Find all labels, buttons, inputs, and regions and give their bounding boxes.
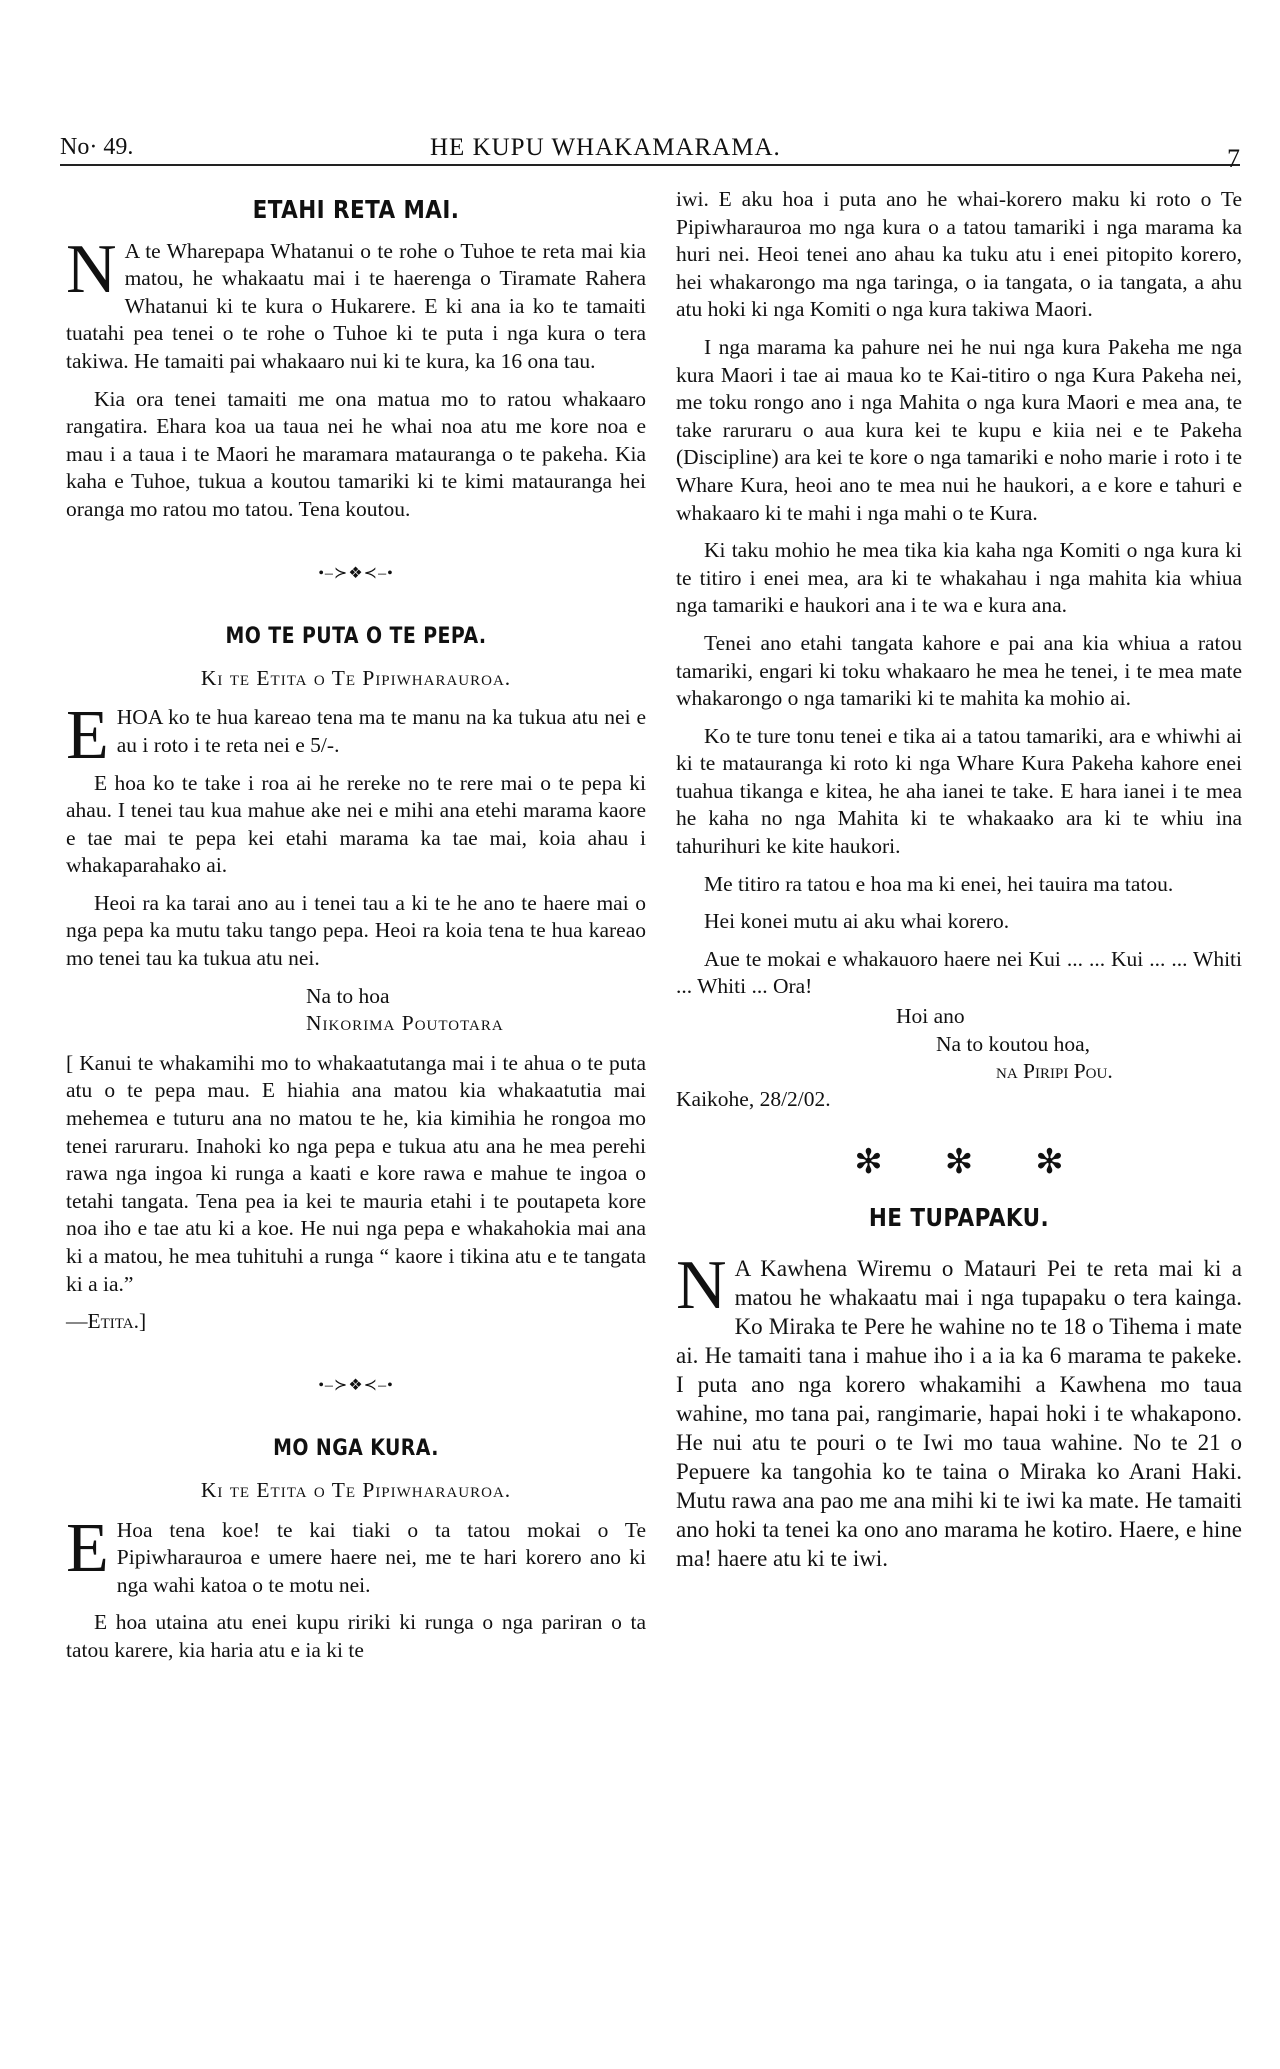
article-title: MO NGA KURA.: [273, 1436, 439, 1462]
paragraph: Heoi ra ka tarai ano au i tenei tau a ki te he ano te haere mai o nga pepa ka mutu taku tango pepa. Heoi ra koia tena te hua kareao mo tenei tau ka tukua atu nei.: [66, 890, 646, 971]
article-mo-te-puta-o-te-pepa: [66, 623, 646, 1336]
paragraph: iwi. E aku hoa i puta ano he whai-korero maku ki roto o Te Pipiwharauroa mo nga kura o a tatou tamariki i nga marama ka huri nei. Heoi tenei ano ahau ka tuku atu i enei pitopito korero, hei whakarongo ma nga taringa, o ia tangata, o ia tangata, a ahu atu hoki ki nga Komiti o nga kura takiwa Maori.: [676, 187, 1242, 322]
signature-closing: Hoi ano: [896, 1004, 965, 1029]
article-title: HE TUPAPAKU.: [868, 1203, 1050, 1232]
right-column: [676, 186, 1242, 1583]
paragraph: E hoa utaina atu enei kupu ririki ki runga o nga pariran o ta tatou karere, kia haria atu e ia ki te: [66, 1610, 646, 1662]
drop-cap: E: [66, 1509, 109, 1587]
signature-name: na Piripi Pou.: [996, 1059, 1113, 1084]
paragraph-text: A te Wharepapa Whatanui o te rohe o Tuhoe te reta mai kia matou, he whakaatu mai i te haerenga o Tiramate Rahera Whatanui ki te kura o Hukarere. E ki ana ia ko te tamaiti tuatahi pea tenei o te rohe o Tuhoe ki te puta i nga kura o tera takiwa. He tamaiti pai whakaaro nui ki te kura, ka 16 ona tau.: [66, 238, 646, 373]
paragraph: E hoa ko te take i roa ai he rereke no te rere mai o te pepa ki ahau. I tenei tau kua mahue ake nei e mihi ana etehi marama kaore e tae mai te pepa kei etahi marama ka tae mai, koia ahau i whakaparahako ai.: [66, 770, 646, 878]
article-subtitle: Ki te Etita o Te Pipiwharauroa.: [200, 665, 512, 690]
asterisk-icon: ✻: [1035, 1144, 1064, 1182]
ornament-divider: •–≻❖≺–•: [318, 1376, 394, 1394]
paragraph: I nga marama ka pahure nei he nui nga kura Pakeha me nga kura Maori i tae ai maua ko te Kai-titiro o nga Kura Pakeha nei, me toku rongo ano i nga Mahita o nga kura Maori e mea ana, te take raruraru o aua kura kei te kupu e kiia nei e te Pakeha (Discipline) ara kei te kore o nga tamariki e noho marie i roto i te Whare Kura, heoi ano te mea nui he haukori, a e kore e tahuri e whakaaro ki te mahi i nga mahi o te Kura.: [676, 334, 1242, 525]
editor-note: [ Kanui te whakamihi mo to whakaatutanga mai i te ahua o te puta atu o te pepa mau. E hiahia ana matou kia whakaatutia mai mehemea e tuturu ana no matou te he, kia kimihia he rongoa mo tenei raruraru. Inahoki ko nga pepa e tukua atu ana he mea perehi rawa nga ingoa ki runga a kaati e kore rawa e mahue te ingoa o tetahi tangata. Tena pea ia kei te mauria etahi i te poutapeta kore noa iho e tae atu ki a koe. He nui nga pepa e whakahokia mai ana ki a matou, he mea tuhituhi a runga “ kaore i tikina atu e te tangata ki a ia.”: [66, 1050, 646, 1296]
drop-cap: N: [66, 230, 117, 308]
place-date: Kaikohe, 28/2/02.: [676, 1086, 831, 1111]
article-title: ETAHI RETA MAI.: [252, 195, 460, 224]
signature-salutation: Na to koutou hoa,: [936, 1031, 1091, 1056]
article-title: MO TE PUTA O TE PEPA.: [225, 624, 487, 650]
article-subtitle: Ki te Etita o Te Pipiwharauroa.: [200, 1477, 512, 1502]
publication-title: HE KUPU WHAKAMARAMA.: [430, 134, 781, 161]
paragraph: Ki taku mohio he mea tika kia kaha nga Komiti o nga kura ki te titiro i enei mea, ara ki te whakahau i nga mahita kia whiua nga tamariki e haukori ana i te wa e kura ana.: [676, 538, 1242, 618]
editor-note-signature: —Etita.]: [66, 1309, 147, 1334]
paragraph: Kia ora tenei tamaiti me ona matua mo to ratou whakaaro rangatira. Ehara koa ua taua nei he whai noa atu me kore noa e mau i a taua i te Maori he maramara matauranga o te pakeha. Kia kaha e Tuhoe, tukua a koutou tamariki ki te kimi matauranga hei oranga mo ratou mo tatou. Tena koutou.: [66, 386, 646, 521]
paragraph: [66, 1509, 646, 1600]
paragraph: [66, 230, 646, 376]
drop-cap: E: [66, 697, 109, 775]
ornament-divider: •–≻❖≺–•: [318, 564, 394, 582]
asterism-divider: [676, 1144, 1242, 1182]
paragraph: Tenei ano etahi tangata kahore e pai ana kia whiua a ratou tamariki, engari ki toku whakaaro he mea he tenei, i te mea mate whakarongo o nga tamariki ki te mahita ka mohio ai.: [676, 630, 1242, 711]
paragraph-text: Hoa tena koe! te kai tiaki o ta tatou mokai o Te Pipiwharauroa e umere haere nei, me te hari korero ano ki nga wahi katoa o te motu nei.: [116, 1517, 646, 1597]
page-number: 7: [1227, 144, 1240, 173]
paragraph: Hei konei mutu ai aku whai korero.: [704, 909, 1010, 934]
running-header: [60, 130, 1240, 173]
paragraph-text: HOA ko te hua kareao tena ma te manu na ka tukua atu nei e au i roto i te reta nei e 5/-.: [116, 705, 646, 757]
article-mo-nga-kura-continued: [676, 186, 1242, 1113]
paragraph: Me titiro ra tatou e hoa ma ki enei, hei tauira ma tatou.: [704, 871, 1174, 896]
signature-salutation: Na to hoa: [306, 983, 390, 1008]
drop-cap: N: [676, 1247, 727, 1324]
paragraph: [66, 697, 646, 775]
left-column: [66, 196, 646, 1675]
asterisk-icon: ✻: [854, 1144, 883, 1182]
article-he-tupapaku: [676, 1203, 1242, 1573]
paragraph: Aue te mokai e whakauoro haere nei Kui ... ... Kui ... ... Whiti ... Whiti ... Ora!: [676, 946, 1242, 999]
article-mo-nga-kura: [66, 1435, 646, 1664]
asterisk-icon: ✻: [944, 1144, 974, 1182]
paragraph: [676, 1247, 1242, 1573]
paragraph-text: A Kawhena Wiremu o Matauri Pei te reta mai ki a matou he whakaatu mai i nga tupapaku o tera kainga. Ko Miraka te Pere he wahine no te 18 o Tihema i mate ai. He tamaiti tana i mahue iho i a ia ka 6 marama te pakeke. I puta ano nga korero whakamihi a Kawhena mo taua wahine, mo tana pai, rangimarie, hapai hoki i te whakapono. He nui atu te pouri o te Iwi mo taua wahine. No te 21 o Pepuere ka tangohia ko te taina o Miraka ko Arani Haki. Mutu rawa ana pao me ana mihi ki te iwi ka mate. He tamaiti ano hoki ta tenei ka ono ano marama he kotiro. Haere, e hine ma! haere atu ki te iwi.: [676, 1256, 1242, 1571]
signature-name: Nikorima Poutotara: [306, 1011, 504, 1036]
paragraph: Ko te ture tonu tenei e tika ai a tatou tamariki, ara e whiwhi ai ki te matauranga ki roto ki nga Whare Kura Pakeha kahore enei tuahua tikanga e kitea, he aha ianei te take. E hara ianei i te mea he kaha no nga Mahita ki te whakaako ara ki te whiu ina tahurihuri ke kite haukori.: [676, 723, 1242, 859]
article-etahi-reta-mai: [66, 196, 646, 524]
issue-number: No· 49.: [60, 134, 134, 160]
